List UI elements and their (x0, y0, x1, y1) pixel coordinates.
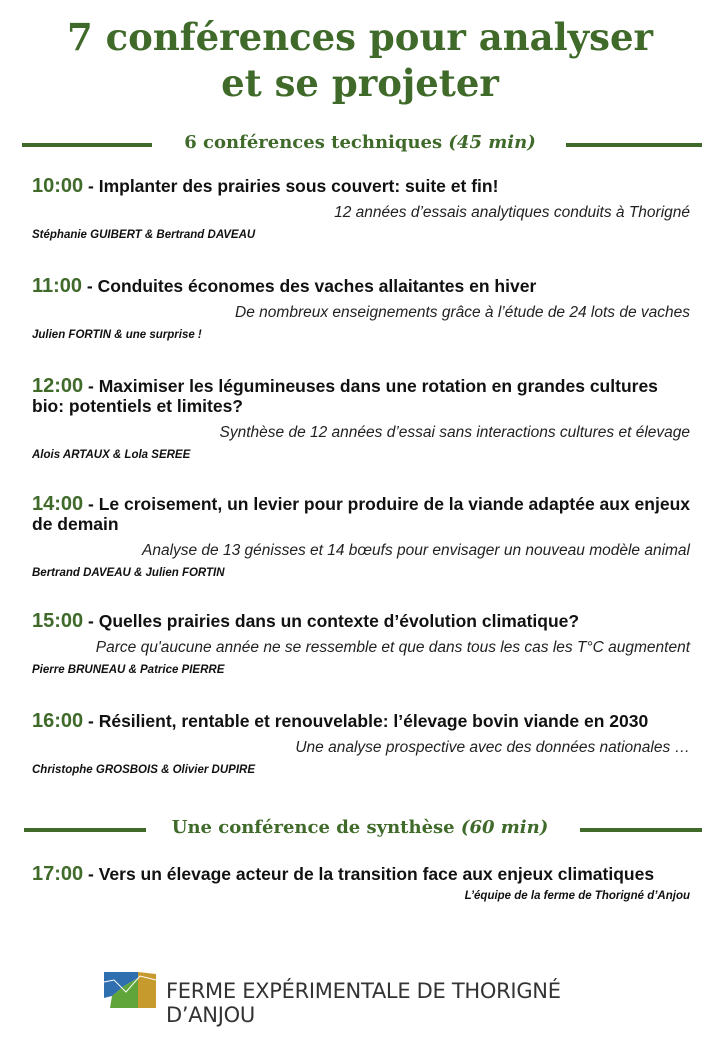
footer-farm-name: FERME EXPÉRIMENTALE DE THORIGNÉ D’ANJOU (166, 979, 561, 1027)
talk-headline (32, 611, 690, 631)
talk-title: - Maximiser les légumineuses dans une rotation en grandes cultures bio: potentiels et limites? (32, 376, 658, 416)
talk-item (32, 494, 690, 579)
talk-headline (32, 376, 690, 416)
section-label: 6 conférences techniques (45 min) (184, 132, 536, 153)
talk-title: - Conduites économes des vaches allaitantes en hiver (82, 276, 537, 296)
title-line-1: 7 conférences pour analyser (66, 15, 653, 59)
talk-subtitle: 12 années d’essais analytiques conduits à Thorigné (334, 204, 690, 221)
talk-title: - Quelles prairies dans un contexte d’évolution climatique? (83, 611, 580, 631)
talk-item (32, 376, 690, 461)
talk-headline (32, 711, 690, 731)
talk-time: 15:00 (32, 610, 84, 632)
talk-item (32, 711, 690, 776)
talk-title: - Résilient, rentable et renouvelable: l’élevage bovin viande en 2030 (83, 711, 649, 731)
footer (104, 972, 644, 1027)
talk-item (32, 611, 690, 676)
talk-time: 16:00 (32, 710, 84, 732)
talk-authors: Julien FORTIN & une surprise ! (32, 329, 202, 341)
talk-authors: Alois ARTAUX & Lola SEREE (32, 449, 191, 461)
talk-subtitle: De nombreux enseignements grâce à l’étude de 24 lots de vaches (235, 304, 690, 321)
section-label: Une conférence de synthèse (60 min) (171, 817, 549, 838)
talk-title: - Le croisement, un levier pour produire de la viande adaptée aux enjeux de demain (32, 494, 690, 534)
talk-headline (32, 494, 690, 534)
talk-time: 11:00 (32, 275, 83, 297)
talk-subtitle: L’équipe de la ferme de Thorigné d’Anjou (464, 890, 690, 902)
page-title (0, 14, 720, 106)
talk-time: 17:00 (32, 863, 84, 885)
talk-title: - Implanter des prairies sous couvert: suite et fin! (83, 176, 499, 196)
talk-subtitle: Synthèse de 12 années d’essai sans interactions cultures et élevage (219, 424, 690, 441)
farm-logo-icon (104, 972, 156, 1008)
talk-authors: Christophe GROSBOIS & Olivier DUPIRE (32, 764, 256, 776)
talk-time: 14:00 (32, 493, 84, 515)
talk-subtitle: Une analyse prospective avec des données nationales … (295, 739, 690, 756)
talk-item (32, 276, 690, 341)
section-header-synthesis (0, 815, 720, 843)
title-line-2: et se projeter (221, 61, 499, 105)
talk-authors: Stéphanie GUIBERT & Bertrand DAVEAU (32, 229, 256, 241)
synthesis-talk (32, 864, 690, 902)
talk-title: - Vers un élevage acteur de la transition face aux enjeux climatiques (83, 864, 655, 884)
talk-headline (32, 864, 690, 884)
talk-authors: Pierre BRUNEAU & Patrice PIERRE (32, 664, 225, 676)
talk-subtitle: Parce qu'aucune année ne se ressemble et que dans tous les cas les T°C augmentent (95, 639, 690, 656)
talk-time: 10:00 (32, 175, 84, 197)
talk-item (32, 176, 690, 241)
talk-headline (32, 176, 690, 196)
section-header-technical (0, 130, 720, 158)
talk-time: 12:00 (32, 375, 84, 397)
talk-authors: Bertrand DAVEAU & Julien FORTIN (32, 567, 225, 579)
talk-subtitle: Analyse de 13 génisses et 14 bœufs pour envisager un nouveau modèle animal (141, 542, 690, 559)
talk-headline (32, 276, 690, 296)
